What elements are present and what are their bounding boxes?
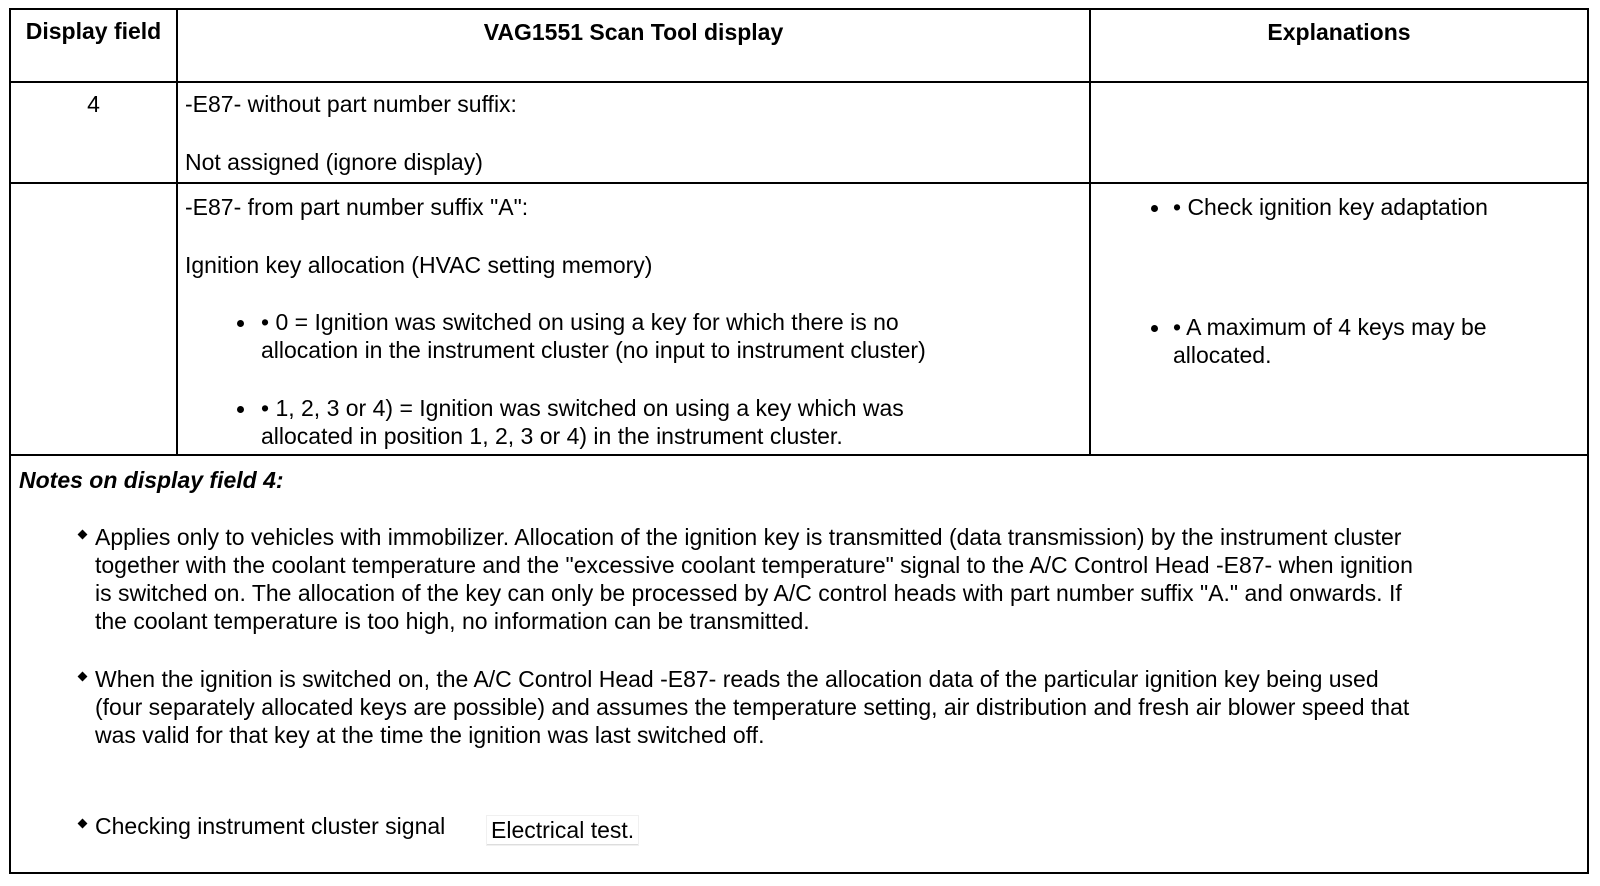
col2-divider (1089, 10, 1091, 454)
row2-explanation-2-line2: allocated. (1173, 342, 1272, 368)
note-1-line2: together with the coolant temperature and the "excessive coolant temperature" signal to the A/C Control Head -E87- when ignition (95, 552, 1413, 578)
row1-field-number: 4 (87, 91, 100, 117)
bullet-dot-icon (237, 406, 244, 413)
header-display-field (11, 18, 176, 45)
header-scan-tool-display: VAG1551 Scan Tool display (483, 19, 784, 45)
row2-bullet-1-line1: • 0 = Ignition was switched on using a key for which there is no (261, 309, 899, 335)
note-2-line2: (four separately allocated keys are possible) and assumes the temperature setting, air distribution and fresh air blower speed that (95, 694, 1410, 720)
diamond-bullet-icon (78, 672, 88, 682)
electrical-test-link[interactable]: Electrical test. (487, 816, 638, 845)
bullet-dot-icon (1151, 325, 1158, 332)
diamond-bullet-icon (78, 819, 88, 829)
note-1-line1: Applies only to vehicles with immobilizer. Allocation of the ignition key is transmitted (data transmission) by the instrument cluster (95, 524, 1402, 550)
col1-divider (176, 10, 178, 454)
row2-bullet-2-line1: • 1, 2, 3 or 4) = Ignition was switched on using a key which was (261, 395, 904, 421)
row2-bullet-1-line2: allocation in the instrument cluster (no input to instrument cluster) (261, 337, 926, 363)
note-1-line3: is switched on. The allocation of the key can only be processed by A/C control heads with part number suffix "A." and onwards. If (95, 580, 1402, 606)
row2-explanation-1: • Check ignition key adaptation (1173, 194, 1488, 220)
note-2-line3: was valid for that key at the time the ignition was last switched off. (95, 722, 765, 748)
row2-title: -E87- from part number suffix "A": (185, 194, 529, 220)
row1-title: -E87- without part number suffix: (185, 91, 517, 117)
row2-text: Ignition key allocation (HVAC setting memory) (185, 252, 653, 278)
row2-bullet-2-line2: allocated in position 1, 2, 3 or 4) in the instrument cluster. (261, 423, 843, 449)
diamond-bullet-icon (78, 530, 88, 540)
document-table (9, 8, 1589, 874)
row2-explanation-2-line1: • A maximum of 4 keys may be (1173, 314, 1487, 340)
header-divider (11, 81, 1587, 83)
row2-divider (11, 454, 1587, 456)
row1-text: Not assigned (ignore display) (185, 149, 483, 175)
row1-divider (11, 182, 1587, 184)
notes-title: Notes on display field 4: (19, 467, 284, 493)
note-3-text: Checking instrument cluster signal (95, 813, 446, 839)
bullet-dot-icon (237, 320, 244, 327)
bullet-dot-icon (1151, 205, 1158, 212)
header-display-field-text: Display field (25, 18, 162, 44)
note-2-line1: When the ignition is switched on, the A/C Control Head -E87- reads the allocation data of the particular ignition key being used (95, 666, 1379, 692)
header-explanations: Explanations (1267, 19, 1411, 45)
note-1-line4: the coolant temperature is too high, no information can be transmitted. (95, 608, 810, 634)
